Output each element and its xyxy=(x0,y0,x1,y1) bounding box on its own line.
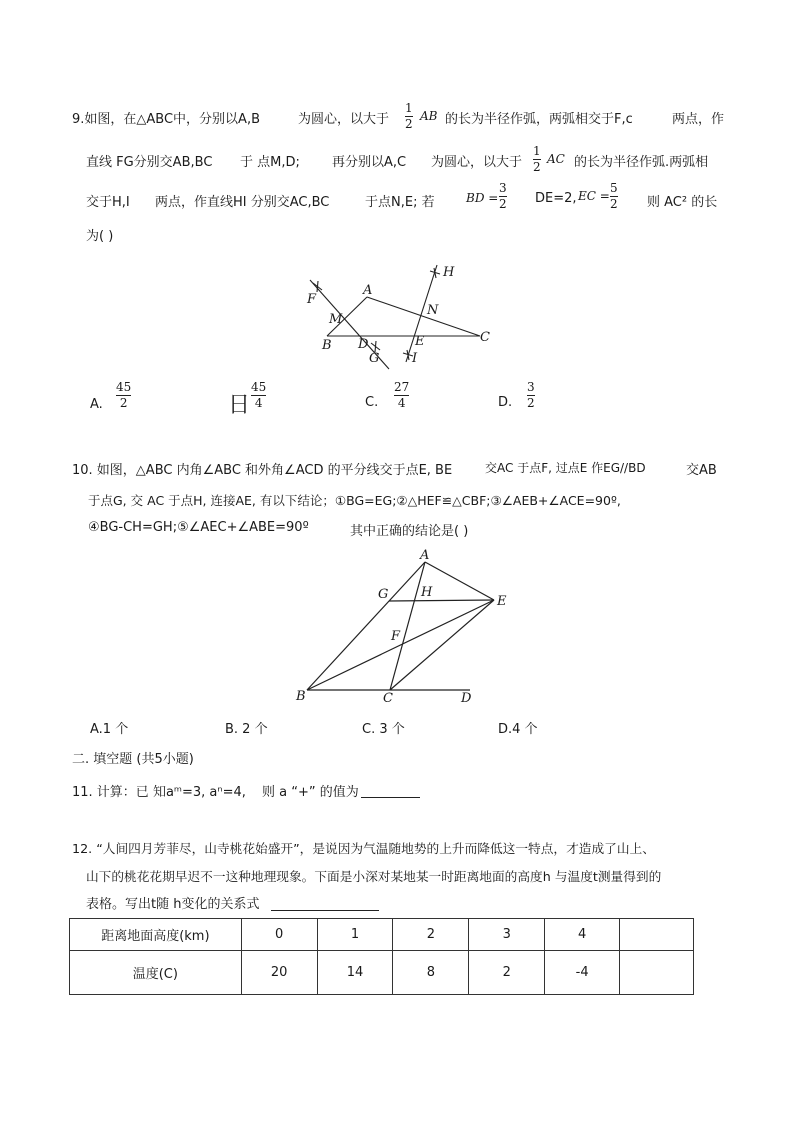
q10-line3-b: 其中正确的结论是( ) xyxy=(350,524,469,539)
table-cell xyxy=(620,951,694,995)
table-cell: -4 xyxy=(545,951,620,995)
table-cell: 2 xyxy=(469,951,545,995)
q9-option-b-letter: 日 xyxy=(228,393,251,418)
q11-text-b: 则 a “+” 的值为 xyxy=(262,785,359,800)
q10-option-b: B. 2 个 xyxy=(225,722,268,737)
figure-label-h: H xyxy=(443,265,455,280)
q10-option-d: D.4 个 xyxy=(498,722,538,737)
arc-mark-h-2 xyxy=(434,268,436,278)
q9-half-fraction-2 xyxy=(533,145,541,174)
q11-answer-blank[interactable] xyxy=(361,782,420,798)
table-cell xyxy=(620,919,694,951)
segment-ae xyxy=(425,562,494,600)
table-row xyxy=(70,919,694,951)
fraction-numerator: 5 xyxy=(610,181,618,195)
q9-option-d-letter: D. xyxy=(498,395,513,410)
q9-option-c-fraction xyxy=(394,381,409,410)
fraction-denominator: 2 xyxy=(610,197,618,211)
figure-label-c: C xyxy=(383,691,393,706)
table-row-header: 温度(C) xyxy=(70,951,242,995)
arc-mark-g-1 xyxy=(371,343,380,350)
table-cell: 2 xyxy=(393,919,469,951)
fraction-numerator: 27 xyxy=(394,380,410,394)
arc-mark-h-1 xyxy=(430,271,440,274)
table-cell: 1 xyxy=(317,919,393,951)
fraction-denominator: 4 xyxy=(254,396,263,410)
section-heading: 二. 填空题 (共5小题) xyxy=(72,752,194,767)
q9-line3-c: 于点N,E; 若 xyxy=(365,195,435,210)
q10-line1-a: 10. 如图，△ABC 内角∠ABC 和外角∠ACD 的平分线交于点E, BE xyxy=(72,463,453,478)
arc-mark-i-2 xyxy=(407,350,409,360)
segment-ab xyxy=(307,562,425,690)
q9-option-a-letter: A. xyxy=(90,397,103,412)
fraction-numerator: 1 xyxy=(405,101,413,115)
figure-label-b: B xyxy=(322,338,332,353)
figure-label-d: D xyxy=(461,691,472,706)
fraction-denominator: 2 xyxy=(499,197,507,211)
q10-line2: 于点G, 交 AC 于点H, 连接AE, 有以下结论；①BG=EG;②△HEF≌△CBF;③∠AEB+∠ACE=90º, xyxy=(88,493,621,508)
figure-label-g: G xyxy=(378,587,389,602)
arc-mark-f-1 xyxy=(313,283,322,290)
table-cell: 20 xyxy=(241,951,317,995)
table-row-header: 距离地面高度(km) xyxy=(70,919,242,951)
q10-option-c: C. 3 个 xyxy=(362,722,405,737)
fraction-denominator: 2 xyxy=(405,117,413,131)
q9-segment-ab: AB xyxy=(420,109,438,123)
fraction-numerator: 45 xyxy=(251,380,267,394)
figure-label-i: I xyxy=(412,351,418,366)
fraction-denominator: 4 xyxy=(397,396,406,410)
q9-line2-a: 直线 FG分别交AB,BC xyxy=(86,155,213,170)
fraction-numerator: 3 xyxy=(499,181,507,195)
q9-line2-c: 再分别以A,C xyxy=(332,155,407,170)
table-cell: 4 xyxy=(545,919,620,951)
figure-label-c: C xyxy=(480,330,490,345)
q10-line3-a: ④BG-CH=GH;⑤∠AEC+∠ABE=90º xyxy=(88,520,309,535)
table-cell: 3 xyxy=(469,919,545,951)
fraction-denominator: 2 xyxy=(119,396,128,410)
q9-line2-e: 的长为半径作弧.两弧相 xyxy=(574,155,709,170)
table-cell: 0 xyxy=(241,919,317,951)
segment-ge xyxy=(389,600,494,601)
q9-line2-d: 为圆心，以大于 xyxy=(431,155,523,170)
figure-label-b: B xyxy=(296,689,306,704)
figure-label-f: F xyxy=(391,629,401,644)
q9-line1-prefix: 9.如图，在△ABC中，分别以A,B xyxy=(72,112,261,127)
q12-answer-blank[interactable] xyxy=(271,895,379,911)
q9-line1-mid: 为圆心，以大于 xyxy=(298,112,390,127)
q9-ec-label: EC = xyxy=(578,189,610,203)
figure-label-e: E xyxy=(497,594,507,609)
q9-half-fraction xyxy=(405,102,413,131)
q9-line4: 为( ) xyxy=(86,229,114,244)
q9-option-a-fraction xyxy=(116,381,131,410)
figure-label-n: N xyxy=(427,303,439,318)
segment-be xyxy=(307,600,494,690)
q9-line2-b: 于 点M,D; xyxy=(240,155,300,170)
q11-text-a: 11. 计算：已 知aᵐ=3, aⁿ=4, xyxy=(72,785,246,800)
figure-label-e: E xyxy=(415,334,425,349)
q12-line1: 12. “人间四月芳菲尽，山寺桃花始盛开”，是说因为气温随地势的上升而降低这一特点，才造成了山上、 xyxy=(72,841,655,856)
q9-bd-label: BD = xyxy=(466,191,499,205)
q9-line1-end: 两点，作 xyxy=(672,112,725,127)
table-cell: 8 xyxy=(393,951,469,995)
q10-line1-c: 交AB xyxy=(686,463,717,478)
q9-segment-ac: AC xyxy=(547,152,565,166)
arc-mark-f-2 xyxy=(317,281,318,292)
q9-option-c-letter: C. xyxy=(365,395,379,410)
q9-option-b-fraction xyxy=(251,381,266,410)
q9-line1-suffix: 的长为半径作弧，两弧相交于F,c xyxy=(445,112,633,127)
q9-option-d-fraction xyxy=(527,381,535,410)
table-cell: 14 xyxy=(317,951,393,995)
q9-line3-a: 交于H,I xyxy=(86,195,130,210)
segment-ac xyxy=(367,297,480,336)
figure-label-h: H xyxy=(421,585,433,600)
fraction-numerator: 45 xyxy=(116,380,132,394)
fraction-denominator: 2 xyxy=(533,160,541,174)
figure-label-a: A xyxy=(420,548,430,563)
fraction-numerator: 1 xyxy=(533,144,541,158)
figure-label-g: G xyxy=(369,351,380,366)
fraction-denominator: 2 xyxy=(527,396,535,410)
q9-ec-fraction xyxy=(610,182,618,211)
segment-ac xyxy=(390,562,425,690)
q9-de-text: DE=2, xyxy=(535,191,577,206)
q9-line3-b: 两点，作直线HI 分别交AC,BC xyxy=(155,195,330,210)
height-temperature-table xyxy=(69,918,694,995)
q12-line3: 表格。写出t随 h变化的关系式 xyxy=(86,897,260,912)
q9-bd-fraction xyxy=(499,182,507,211)
figure-label-a: A xyxy=(363,283,373,298)
table-row xyxy=(70,951,694,995)
q10-option-a: A.1 个 xyxy=(90,722,129,737)
q9-line3-end: 则 AC² 的长 xyxy=(647,195,718,210)
q10-line1-b: 交AC 于点F, 过点E 作EG//BD xyxy=(485,461,646,475)
figure-label-m: M xyxy=(329,312,343,327)
figure-label-d: D xyxy=(358,337,369,352)
segment-ce xyxy=(390,600,494,690)
q12-line2: 山下的桃花花期早迟不一这种地理现象。下面是小深对某地某一时距离地面的高度h 与温度t测量得到的 xyxy=(86,869,662,884)
fraction-numerator: 3 xyxy=(527,380,535,394)
figure-label-f: F xyxy=(307,292,317,307)
